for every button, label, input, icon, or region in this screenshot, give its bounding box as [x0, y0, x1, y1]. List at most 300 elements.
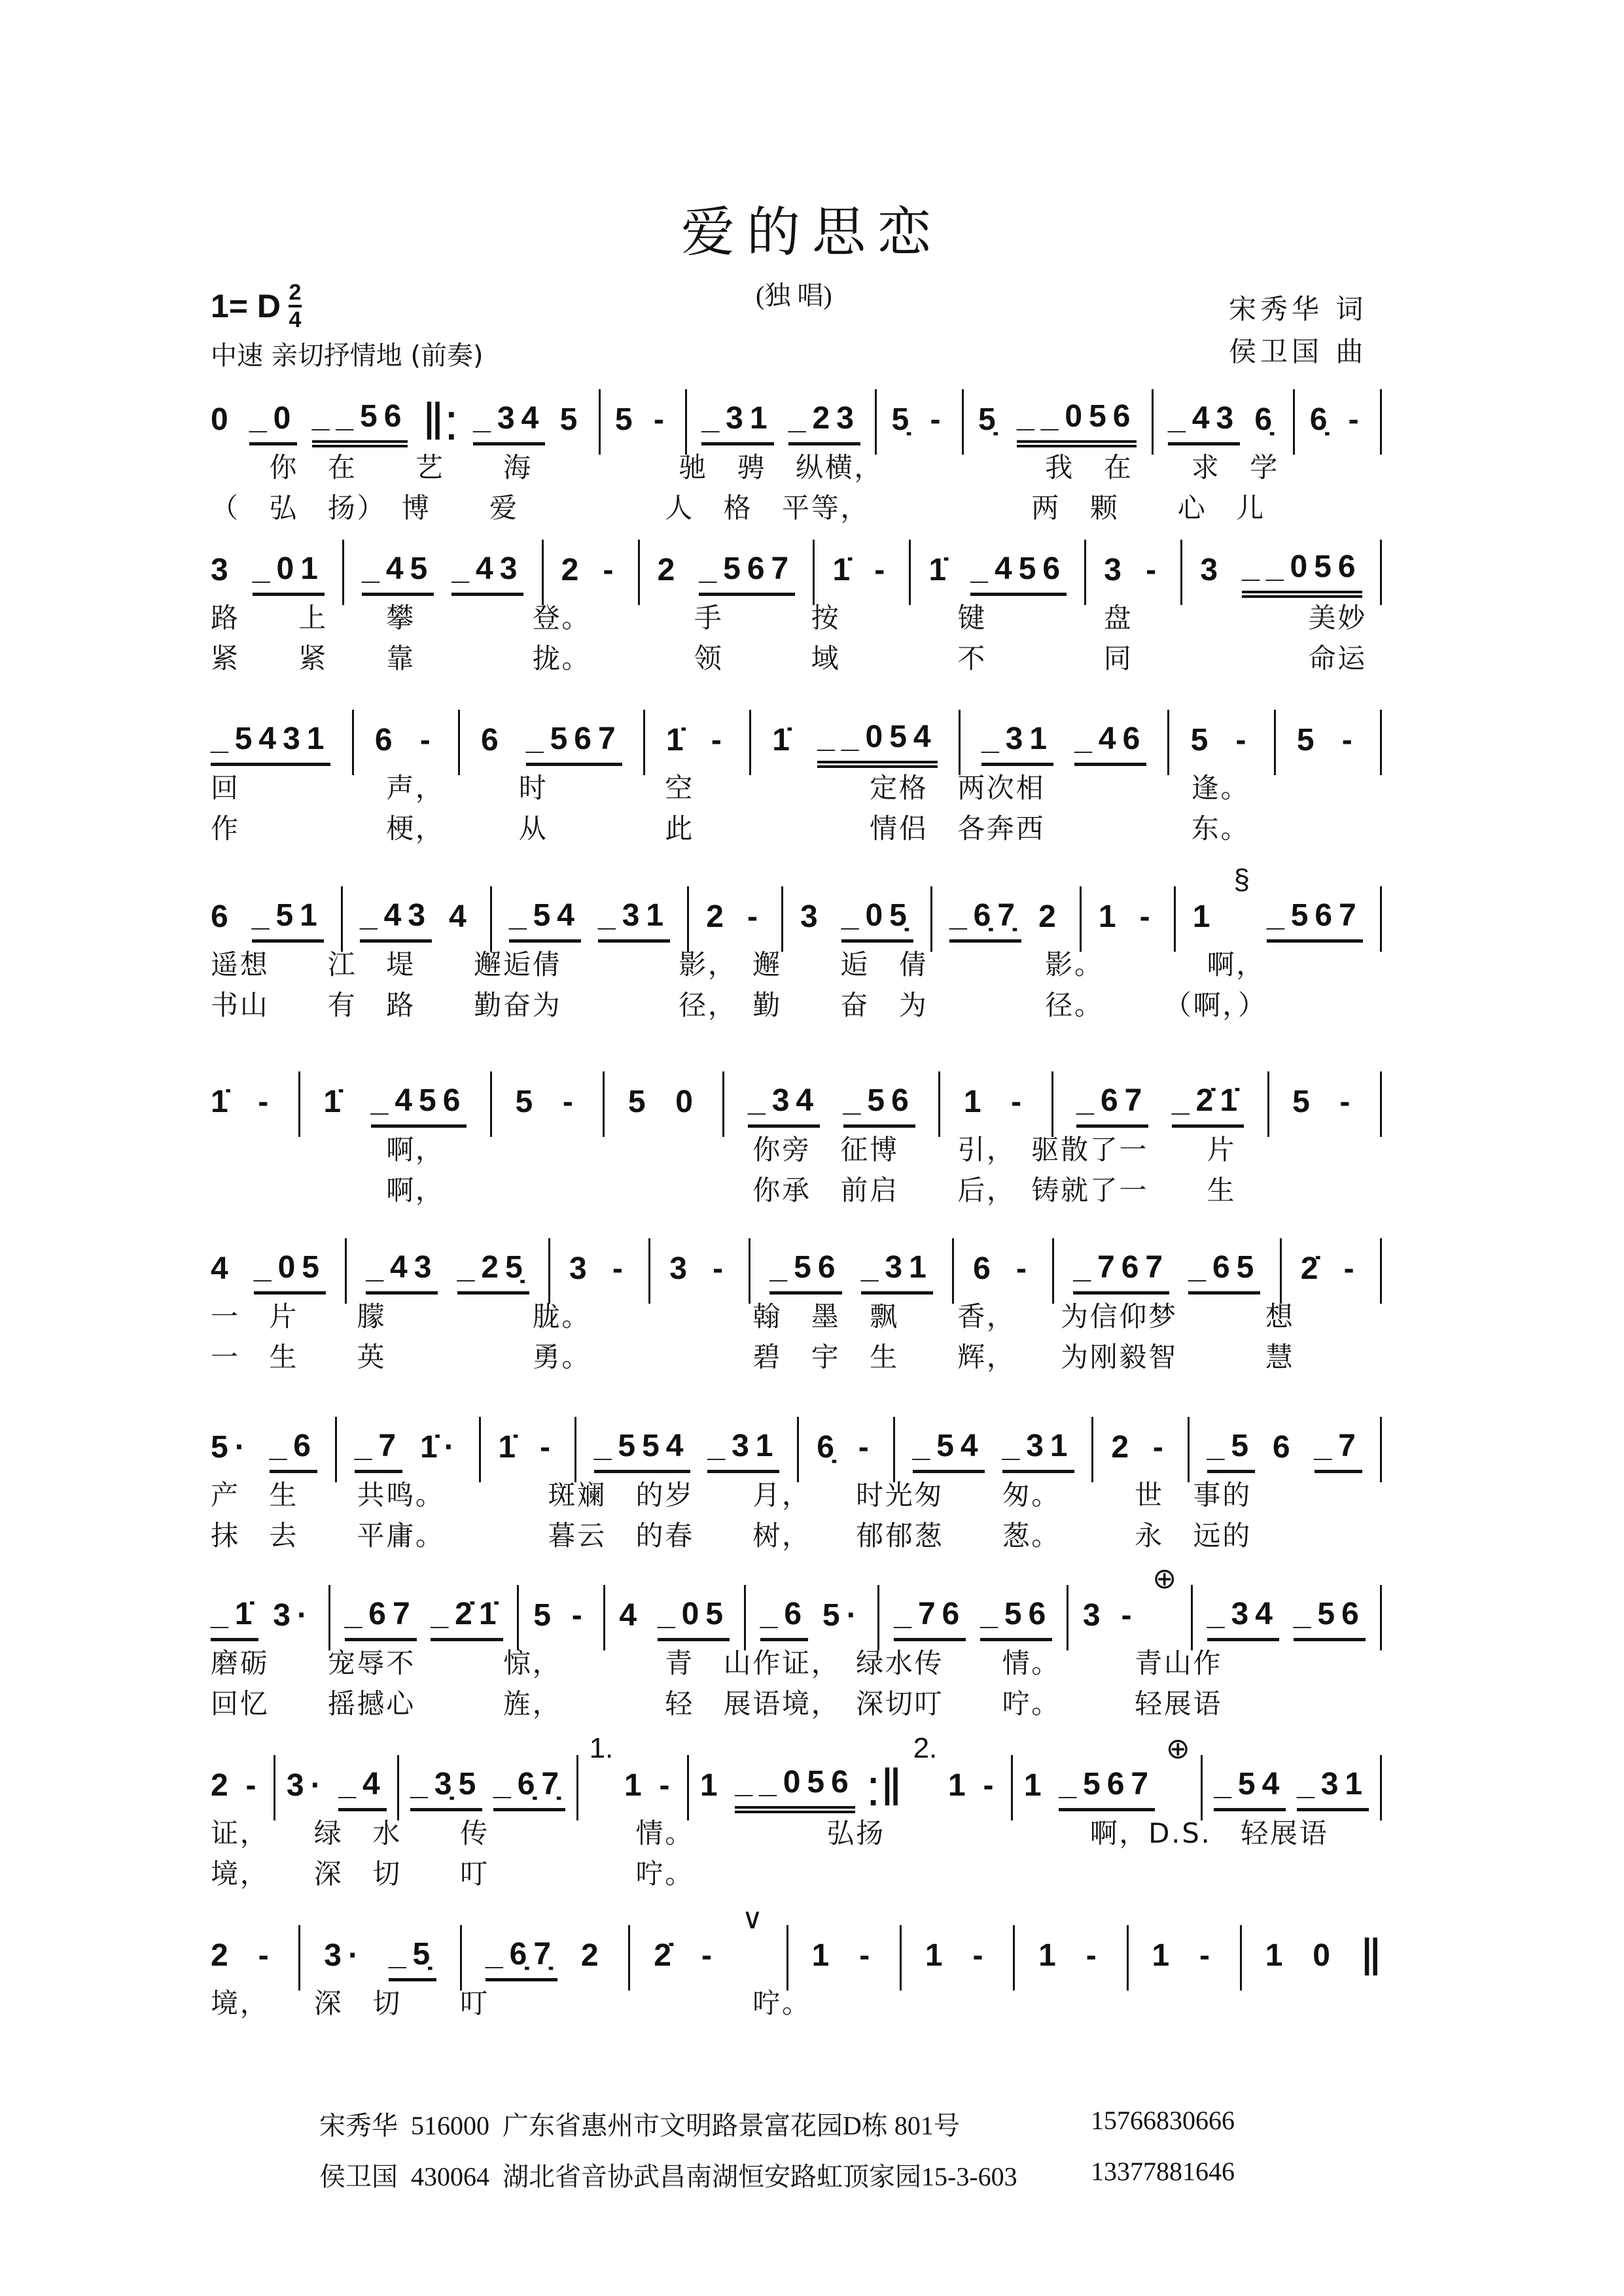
- bar-line: [490, 1071, 492, 1137]
- footer-phone-1: 15766830666: [1091, 2106, 1235, 2135]
- lyric-verse-1: 境， 深 切 叮 咛。: [211, 1987, 811, 2019]
- bar-line: [1380, 886, 1382, 952]
- note-group: _2̇1̇: [1172, 1081, 1244, 1128]
- note-group: 3·: [286, 1768, 328, 1803]
- bar-line: [1380, 1417, 1382, 1482]
- note-group: _567: [1059, 1765, 1155, 1811]
- score-system: [211, 1563, 1382, 1745]
- bar-line: [1051, 1071, 1053, 1137]
- lyric-verse-2: 啊， 你承 前启 后， 铸就了一 生: [211, 1174, 1237, 1206]
- note-group: 3: [1082, 1598, 1107, 1633]
- score-system: [211, 1414, 1382, 1577]
- note-group: 1: [1023, 1768, 1048, 1803]
- bar-line: [938, 1071, 940, 1137]
- bar-line: [930, 886, 932, 952]
- score-system: [211, 1903, 1382, 2085]
- dash-extension: -: [539, 1430, 557, 1465]
- note-group: 3: [569, 1251, 593, 1286]
- lyric-verse-2: 作 梗， 从 此 情侣 各奔西 东。: [211, 812, 1250, 844]
- notation-row: [211, 1732, 1382, 1824]
- note-group: 2: [1038, 899, 1063, 934]
- note-group: 5̣: [978, 402, 1002, 437]
- note-group: 5: [1296, 723, 1321, 757]
- bar-line: [517, 1585, 519, 1650]
- dash-extension: -: [419, 723, 437, 757]
- bar-line: [490, 886, 492, 952]
- dash-extension: -: [1152, 1430, 1170, 1465]
- footer-contact-1: 宋秀华 516000 广东省惠州市文明路景富花园D栋 801号: [319, 2111, 960, 2140]
- final-bar-line: ‖: [1360, 1928, 1382, 1987]
- note-group: _7: [1315, 1427, 1362, 1473]
- dash-extension: -: [562, 1085, 580, 1119]
- bar-line: [643, 710, 645, 775]
- note-group: 1: [811, 1938, 836, 1973]
- note-group: 0: [675, 1085, 699, 1119]
- bar-line: [962, 389, 964, 455]
- score-mark: ∨: [741, 1903, 763, 1935]
- note-group: _54: [913, 1427, 985, 1473]
- note-group: 1: [1265, 1938, 1290, 1973]
- note-group: _4: [338, 1765, 386, 1811]
- dash-extension: -: [1139, 899, 1157, 934]
- note-group: 1̇: [323, 1085, 348, 1119]
- note-group: _43: [1168, 399, 1240, 445]
- dash-extension: -: [1121, 1598, 1139, 1633]
- bar-line: [342, 540, 344, 605]
- note-group: _43: [366, 1248, 438, 1295]
- note-group: 1: [1098, 899, 1123, 934]
- note-group: 1: [1152, 1938, 1176, 1973]
- note-group: _34: [473, 399, 545, 445]
- note-group: _56: [843, 1081, 915, 1128]
- score-mark: 2.: [913, 1732, 938, 1764]
- bar-line: [648, 1238, 650, 1304]
- dash-extension: -: [1235, 723, 1253, 757]
- note-group: 5: [515, 1085, 540, 1119]
- score-system: [211, 1235, 1382, 1399]
- score-system: [211, 1732, 1382, 1915]
- bar-line: [341, 886, 343, 952]
- bar-line: [893, 1417, 895, 1482]
- dash-extension: -: [874, 553, 892, 587]
- note-group: _56: [980, 1595, 1052, 1641]
- note-group: 2: [211, 1768, 235, 1803]
- note-group: 1: [699, 1768, 724, 1803]
- bar-line: [797, 1417, 799, 1482]
- bar-line: [352, 710, 354, 775]
- bar-line: [298, 1071, 300, 1137]
- note-group: _6: [760, 1595, 808, 1641]
- bar-line: [722, 1071, 724, 1137]
- note-group: _31: [981, 720, 1053, 766]
- bar-line: [1152, 389, 1154, 455]
- bar-line: [813, 540, 815, 605]
- tempo-marking: 中速 亲切抒情地 (前奏): [211, 341, 484, 371]
- dash-extension: -: [258, 1938, 275, 1973]
- note-group: _31: [1297, 1765, 1369, 1811]
- bar-line: [603, 1585, 605, 1650]
- lyric-verse-2: 一 生 英 勇。 碧 宇 生 辉， 为刚毅智 慧: [211, 1341, 1295, 1373]
- bar-line: [1013, 1925, 1015, 1991]
- note-group: _1̇: [211, 1595, 258, 1641]
- note-group: 3: [1104, 553, 1128, 587]
- note-group: __056: [1017, 397, 1137, 447]
- note-group: __056: [1242, 548, 1362, 598]
- dash-extension: -: [713, 1251, 730, 1286]
- note-group: _6: [270, 1427, 317, 1473]
- dash-extension: -: [858, 1430, 875, 1465]
- note-group: 3: [1200, 553, 1225, 587]
- note-group: 3: [669, 1251, 694, 1286]
- notation-row: [211, 1235, 1382, 1307]
- dash-extension: -: [1011, 1085, 1029, 1119]
- note-group: 5: [627, 1085, 652, 1119]
- note-group: _6̣7̣: [493, 1765, 565, 1811]
- bar-line: [877, 1585, 879, 1650]
- score-system: [211, 1068, 1382, 1232]
- note-group: 1: [925, 1938, 949, 1973]
- bar-line: [749, 710, 751, 775]
- bar-line: [1052, 1238, 1054, 1304]
- bar-line: [460, 1925, 462, 1991]
- dash-extension: -: [571, 1598, 589, 1633]
- bar-line: [909, 540, 911, 605]
- bar-line: [548, 1238, 550, 1304]
- note-group: 1: [1192, 899, 1217, 934]
- bar-line: [345, 1238, 347, 1304]
- bar-line: [1380, 389, 1382, 455]
- dash-extension: -: [258, 1085, 275, 1119]
- note-group: _2̇1̇: [431, 1595, 503, 1641]
- note-group: 1̇: [832, 553, 857, 587]
- note-group: 3·: [273, 1598, 314, 1633]
- bar-line: [397, 1755, 399, 1820]
- note-group: _43: [451, 549, 523, 596]
- notation-row: [211, 1414, 1382, 1486]
- note-group: __56: [312, 397, 408, 447]
- note-group: _567: [526, 720, 622, 766]
- score-system: [211, 386, 1382, 549]
- dash-extension: -: [1016, 1251, 1033, 1286]
- bar-line: [298, 1925, 300, 1991]
- lyric-verse-1: 遥想 江 堤 邂逅倩 影， 邂 逅 倩 影。 啊，: [211, 948, 1265, 981]
- bar-line: [781, 886, 783, 952]
- note-group: _56: [1294, 1595, 1366, 1641]
- dash-extension: -: [1341, 723, 1359, 757]
- note-group: _67: [345, 1595, 417, 1641]
- bar-line: [744, 1585, 746, 1650]
- bar-line: [1180, 540, 1182, 605]
- note-group: 0: [1313, 1938, 1337, 1973]
- note-group: _65: [1188, 1248, 1260, 1295]
- notation-row: [211, 1563, 1382, 1654]
- note-group: _31: [598, 896, 670, 943]
- bar-line: [900, 1925, 902, 1991]
- lyric-verse-2: 书山 有 路 勤奋为 径， 勤 奋 为 径。 （啊，）: [211, 989, 1267, 1021]
- note-group: 1̇: [772, 723, 796, 757]
- note-group: _05: [254, 1248, 326, 1295]
- bar-line: [1091, 1417, 1093, 1482]
- note-group: 4: [449, 899, 473, 934]
- note-group: 3: [800, 899, 824, 934]
- bar-line: [574, 1417, 576, 1482]
- dash-extension: -: [859, 1938, 877, 1973]
- note-group: 2: [211, 1938, 235, 1973]
- note-group: _456: [970, 549, 1067, 596]
- dash-extension: -: [245, 1768, 263, 1803]
- note-group: _76: [894, 1595, 966, 1641]
- note-group: _01: [253, 549, 325, 596]
- note-group: 0: [211, 402, 235, 437]
- note-group: _05: [658, 1595, 730, 1641]
- bar-line: [479, 1417, 481, 1482]
- note-group: _31: [707, 1427, 779, 1473]
- note-group: 1: [1038, 1938, 1063, 1973]
- note-group: _56: [769, 1248, 841, 1295]
- dash-extension: -: [1343, 1251, 1361, 1286]
- bar-line: [628, 1925, 630, 1991]
- bar-line: [687, 886, 689, 952]
- bar-line: [1380, 540, 1382, 605]
- repeat-bar-line: ‖:: [422, 392, 459, 451]
- footer-contact-2: 侯卫国 430064 湖北省音协武昌南湖恒安路虹顶家园15-3-603: [319, 2162, 1017, 2191]
- note-group: 3·: [324, 1938, 365, 1973]
- note-group: 6: [211, 899, 235, 934]
- key-signature: [211, 281, 302, 331]
- dash-extension: -: [983, 1768, 1000, 1803]
- note-group: 2̇: [654, 1938, 678, 1973]
- bar-line: [1191, 1585, 1193, 1650]
- note-group: _5̣: [389, 1935, 436, 1981]
- dash-extension: -: [930, 402, 947, 437]
- note-group: 1: [624, 1768, 648, 1803]
- bar-line: [1011, 1755, 1013, 1820]
- note-group: _23: [788, 399, 860, 445]
- lyric-verse-1: 一 片 朦 胧。 翰 墨 飘 香， 为信仰梦 想: [211, 1300, 1295, 1332]
- score-system: [211, 706, 1382, 870]
- notation-row: [211, 1068, 1382, 1140]
- note-group: _46: [1074, 720, 1146, 766]
- lyric-verse-2: 境， 深 切 叮 咛。: [211, 1858, 694, 1890]
- bar-line: [1127, 1925, 1129, 1991]
- time-top: 2: [289, 280, 302, 305]
- note-group: _567: [1267, 896, 1363, 943]
- note-group: 6̣: [1254, 402, 1279, 437]
- dash-extension: -: [1339, 1085, 1357, 1119]
- dash-extension: -: [747, 899, 764, 934]
- note-group: _54: [1214, 1765, 1286, 1811]
- note-group: 1̇: [211, 1085, 235, 1119]
- bar-line: [875, 389, 877, 455]
- score-mark: 1.: [589, 1732, 614, 1764]
- bar-line: [1380, 1585, 1382, 1650]
- bar-line: [685, 389, 687, 455]
- notation-row: [211, 863, 1382, 955]
- bar-line: [1080, 886, 1082, 952]
- note-group: _51: [252, 896, 324, 943]
- dash-extension: -: [1146, 553, 1163, 587]
- note-group: _5431: [211, 720, 330, 766]
- note-group: _31: [701, 399, 773, 445]
- note-group: _05̣: [841, 896, 913, 943]
- note-group: 5: [559, 402, 584, 437]
- bar-line: [1084, 540, 1086, 605]
- dash-extension: -: [1086, 1938, 1103, 1973]
- notation-row: [211, 386, 1382, 458]
- note-group: _6̣7̣: [949, 896, 1021, 943]
- note-group: 2: [580, 1938, 605, 1973]
- note-group: _5: [1207, 1427, 1255, 1473]
- note-group: _554: [594, 1427, 690, 1473]
- score-mark: ⊕: [1165, 1733, 1190, 1765]
- bar-line: [1274, 710, 1276, 775]
- bar-line: [1380, 1071, 1382, 1137]
- bar-line: [1380, 710, 1382, 775]
- bar-line: [1201, 1755, 1203, 1820]
- lyric-verse-1: 回 声， 时 空 定格 两次相 逢。: [211, 772, 1250, 804]
- footer-phone-2: 13377881646: [1091, 2157, 1235, 2186]
- dash-extension: -: [659, 1768, 677, 1803]
- note-group: _6̣7̣: [485, 1935, 557, 1981]
- bar-line: [1293, 389, 1295, 455]
- bar-line: [1067, 1585, 1068, 1650]
- bar-line: [603, 1071, 605, 1137]
- dash-extension: -: [1348, 402, 1366, 437]
- note-group: 6̣: [817, 1430, 841, 1465]
- repeat-bar-line: :‖: [866, 1758, 902, 1817]
- note-group: 5̣: [891, 402, 916, 437]
- note-group: 1: [948, 1768, 972, 1803]
- bar-line: [959, 710, 961, 775]
- note-group: _34: [1207, 1595, 1279, 1641]
- note-group: 6̣: [1309, 402, 1334, 437]
- lyric-verse-1: 证， 绿 水 传 情。 弘扬 啊，D.S. 轻展语: [211, 1817, 1329, 1849]
- note-group: _31: [1002, 1427, 1074, 1473]
- notation-row: [211, 706, 1382, 778]
- note-group: _3̣5: [410, 1765, 482, 1811]
- dash-extension: -: [711, 723, 728, 757]
- note-group: 1: [963, 1085, 988, 1119]
- bar-line: [1174, 886, 1176, 952]
- lyric-verse-1: 磨砺 宠辱不 惊， 青 山作证， 绿水传 情。 青山作: [211, 1647, 1223, 1679]
- score-system: [211, 863, 1382, 1047]
- note-group: _34: [748, 1081, 820, 1128]
- bar-line: [274, 1755, 275, 1820]
- note-group: 5: [1190, 723, 1215, 757]
- note-group: 6: [374, 723, 399, 757]
- note-group: 1̇: [928, 553, 953, 587]
- time-signature: [289, 281, 302, 331]
- bar-line: [1188, 1417, 1190, 1482]
- note-group: 6: [1272, 1430, 1297, 1465]
- note-group: _567: [699, 549, 795, 596]
- bar-line: [687, 1755, 689, 1820]
- composer-credit: 侯卫国 曲: [1229, 336, 1368, 368]
- note-group: _7: [355, 1427, 402, 1473]
- score-system: [211, 536, 1382, 700]
- score-mark: §: [1233, 863, 1250, 896]
- lyric-verse-1: 啊， 你旁 征博 引， 驱散了一 片: [211, 1134, 1237, 1166]
- bar-line: [458, 710, 460, 775]
- score-mark: ⊕: [1152, 1563, 1177, 1595]
- bar-line: [749, 1238, 750, 1304]
- bar-line: [638, 540, 640, 605]
- bar-line: [1280, 1238, 1282, 1304]
- bar-line: [1267, 1071, 1269, 1137]
- bar-line: [576, 1755, 578, 1820]
- lyricist-credit: 宋秀华 词: [1229, 293, 1368, 325]
- key-label: 1= D: [211, 288, 281, 324]
- note-group: _31: [861, 1248, 933, 1295]
- dash-extension: -: [653, 402, 671, 437]
- notation-row: [211, 536, 1382, 608]
- bar-line: [1240, 1925, 1242, 1991]
- bar-line: [1167, 710, 1169, 775]
- note-group: 4: [619, 1598, 644, 1633]
- note-group: 6: [481, 723, 505, 757]
- dash-extension: -: [701, 1938, 718, 1973]
- lyric-verse-2: 抹 去 平庸。 暮云 的春 树， 郁郁葱 葱。 永 远的: [211, 1520, 1252, 1552]
- note-group: 5·: [822, 1598, 864, 1633]
- bar-line: [599, 389, 601, 455]
- lyric-verse-2: 紧 紧 靠 拢。 领 域 不 同 命运: [211, 642, 1368, 674]
- note-group: 5: [533, 1598, 557, 1633]
- note-group: 2̇: [1300, 1251, 1325, 1286]
- note-group: 5·: [211, 1430, 252, 1465]
- bar-line: [328, 1585, 330, 1650]
- note-group: _0: [249, 399, 297, 445]
- note-group: 4: [211, 1251, 235, 1286]
- bar-line: [786, 1925, 788, 1991]
- note-group: 2: [1111, 1430, 1136, 1465]
- note-group: _67: [1076, 1081, 1148, 1128]
- note-group: 2: [657, 553, 682, 587]
- note-group: 1̇·: [419, 1430, 461, 1465]
- note-group: _45: [362, 549, 434, 596]
- time-bottom: 4: [289, 307, 302, 332]
- dash-extension: -: [603, 553, 620, 587]
- lyric-verse-2: 回忆 摇撼心 旌， 轻 展语境， 深切叮 咛。 轻展语: [211, 1688, 1223, 1720]
- dash-extension: -: [972, 1938, 990, 1973]
- lyric-verse-1: 你 在 艺 海 驰 骋 纵横， 我 在 求 学: [211, 451, 1279, 483]
- performance-type: (独 唱): [756, 281, 832, 310]
- bar-line: [542, 540, 544, 605]
- bar-line: [952, 1238, 954, 1304]
- note-group: _54: [509, 896, 581, 943]
- lyric-verse-1: 路 上 攀 登。 手 按 键 盘 美妙: [211, 602, 1368, 634]
- bar-line: [335, 1417, 337, 1482]
- note-group: __054: [817, 718, 937, 768]
- bar-line: [1380, 1755, 1382, 1820]
- note-group: 2: [561, 553, 586, 587]
- note-group: _456: [371, 1081, 467, 1128]
- note-group: 2: [706, 899, 730, 934]
- lyric-verse-2: （ 弘 扬） 博 爱 人 格 平等， 两 颗 心 儿: [211, 492, 1265, 524]
- bar-line: [1380, 1238, 1382, 1304]
- dash-extension: -: [1199, 1938, 1216, 1973]
- note-group: __056: [735, 1763, 855, 1813]
- note-group: _25̣: [457, 1248, 529, 1295]
- note-group: _43: [360, 896, 432, 943]
- song-title: 爱的思恋: [680, 201, 943, 264]
- note-group: 5: [614, 402, 639, 437]
- note-group: 1̇: [498, 1430, 523, 1465]
- notation-row: [211, 1903, 1382, 1994]
- note-group: 5: [1292, 1085, 1316, 1119]
- note-group: 6: [973, 1251, 997, 1286]
- note-group: _767: [1073, 1248, 1169, 1295]
- lyric-verse-1: 产 生 共鸣。 斑斓 的岁 月， 时光匆 匆。 世 事的: [211, 1479, 1252, 1511]
